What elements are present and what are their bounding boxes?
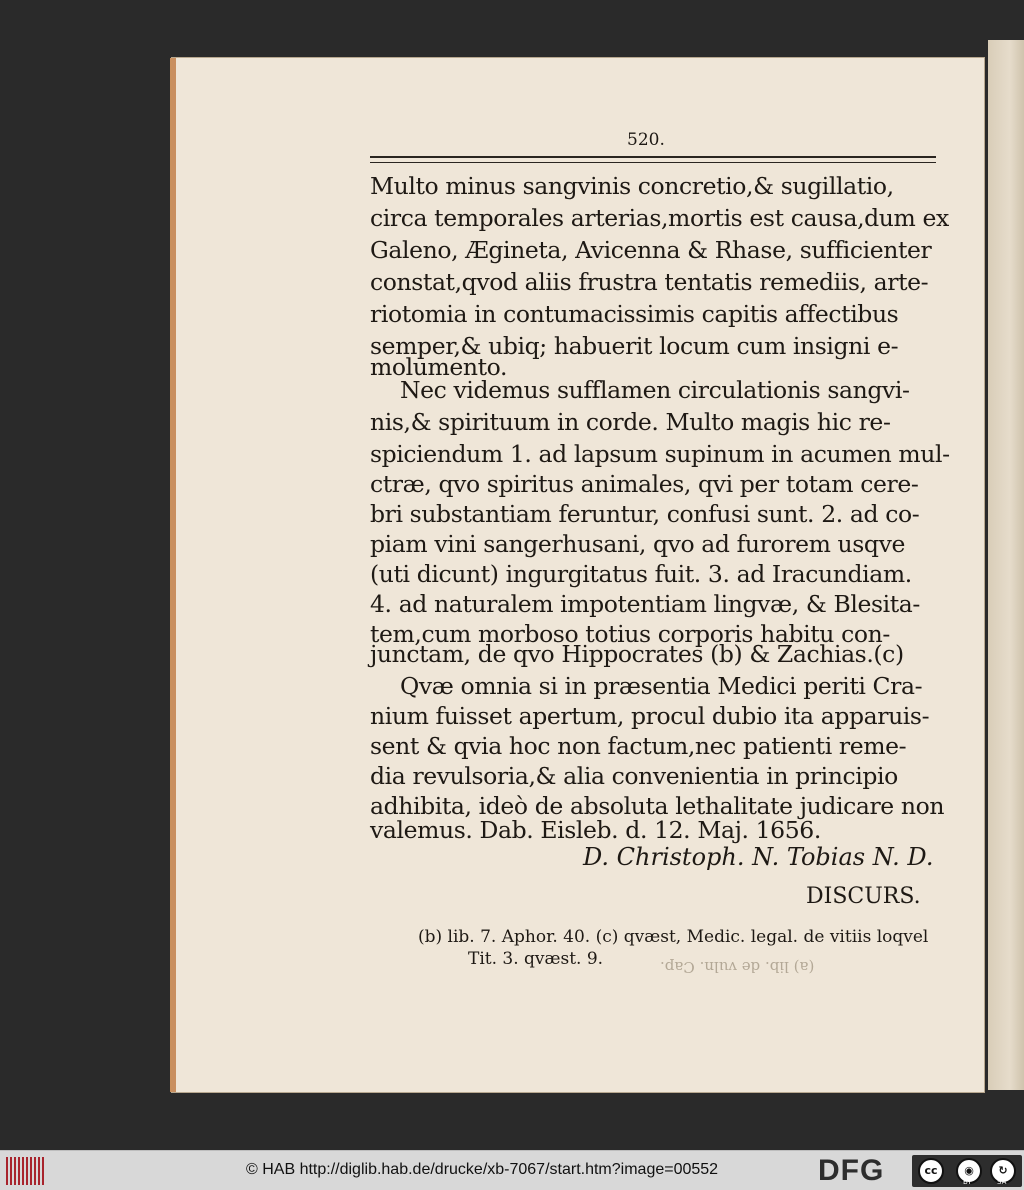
dfg-logo: DFG	[818, 1154, 885, 1187]
text-line: (uti dicunt) ingurgitatus fuit. 3. ad Iracundiam.	[370, 560, 912, 588]
by-label: BY	[963, 1178, 972, 1186]
text-line: spiciendum 1. ad lapsum supinum in acumen mul-	[370, 440, 950, 468]
text-line: Nec videmus sufflamen circulationis sangvi-	[400, 376, 910, 404]
next-page-edge	[988, 40, 1024, 1090]
text-line: circa temporales arterias,mortis est causa,dum ex	[370, 204, 949, 232]
header-rule	[370, 156, 936, 158]
catchword: DISCURS.	[806, 884, 921, 909]
bleed-through-text: (a) lib. de vuln. Cap.	[660, 958, 815, 976]
source-url[interactable]: © HAB http://diglib.hab.de/drucke/xb-7067/start.htm?image=00552	[246, 1161, 719, 1178]
text-line: molumento.	[370, 353, 508, 381]
text-line: constat,qvod aliis frustra tentatis remediis, arte-	[370, 268, 929, 296]
text-line: Multo minus sangvinis concretio,& sugillatio,	[370, 172, 894, 200]
text-line: Qvæ omnia si in præsentia Medici periti Cra-	[400, 672, 923, 700]
sa-label: SA	[997, 1178, 1007, 1186]
text-line: riotomia in contumacissimis capitis affectibus	[370, 300, 899, 328]
text-line: Galeno, Ægineta, Avicenna & Rhase, sufficienter	[370, 236, 932, 264]
person-icon: ◉	[956, 1158, 982, 1184]
text-line: dia revulsoria,& alia convenientia in principio	[370, 762, 898, 790]
share-alike-icon: ↻	[990, 1158, 1016, 1184]
footnote-line: (b) lib. 7. Aphor. 40. (c) qvæst, Medic. legal. de vitiis loqvel	[418, 927, 929, 947]
library-logo-icon	[6, 1157, 48, 1185]
text-line: tem,cum morboso totius corporis habitu con-	[370, 620, 890, 648]
text-line: 4. ad naturalem impotentiam lingvæ, & Blesita-	[370, 590, 920, 618]
viewer-footer	[0, 1150, 1024, 1190]
text-line: sent & qvia hoc non factum,nec patienti reme-	[370, 732, 907, 760]
text-line: ctræ, qvo spiritus animales, qvi per totam cere-	[370, 470, 919, 498]
header-rule-thin	[370, 162, 936, 163]
text-line: nis,& spirituum in corde. Multo magis hic re-	[370, 408, 891, 436]
text-line: semper,& ubiq; habuerit locum cum insigni e-	[370, 332, 899, 360]
signature-line: D. Christoph. N. Tobias N. D.	[583, 843, 934, 871]
text-line: valemus. Dab. Eisleb. d. 12. Maj. 1656.	[370, 816, 821, 844]
text-line: piam vini sangerhusani, qvo ad furorem usqve	[370, 530, 905, 558]
text-line: nium fuisset apertum, procul dubio ita apparuis-	[370, 702, 930, 730]
cc-icon: cc	[918, 1158, 944, 1184]
text-line: bri substantiam feruntur, confusi sunt. 2. ad co-	[370, 500, 920, 528]
page-number: 520.	[627, 130, 665, 150]
cc-license-badge[interactable]	[912, 1155, 1022, 1187]
footnote-line: Tit. 3. qvæst. 9.	[468, 949, 604, 969]
text-line: junctam, de qvo Hippocrates (b) & Zachias.(c)	[370, 640, 904, 668]
text-line: adhibita, ideò de absoluta lethalitate judicare non	[370, 792, 945, 820]
